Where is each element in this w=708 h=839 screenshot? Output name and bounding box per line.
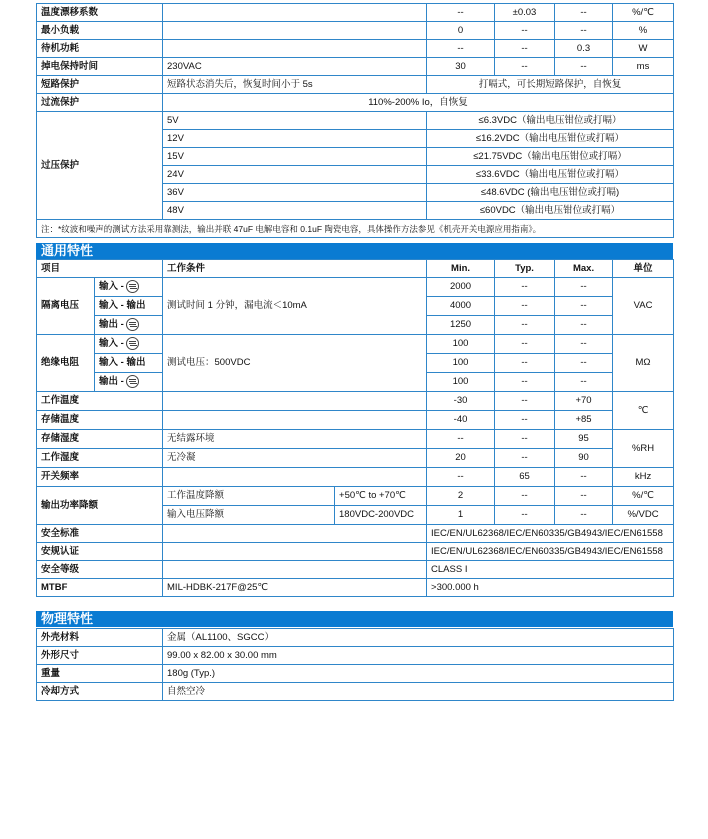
unit: W	[613, 40, 674, 58]
item-label: 短路保护	[37, 76, 163, 94]
max-value: +70	[555, 392, 613, 411]
physical-spec-table	[36, 628, 674, 701]
table-row	[37, 629, 674, 647]
table-note: 注：*纹波和噪声的测试方法采用靠测法，输出并联 47uF 电解电容和 0.1uF 陶瓷电容，具体操作方法参见《机壳开关电源应用指南》。	[37, 220, 674, 238]
unit: ms	[613, 58, 674, 76]
condition: 无结露环境	[163, 430, 427, 449]
sub-item	[95, 335, 163, 354]
header-item: 项目	[37, 260, 163, 278]
max-value: 90	[555, 449, 613, 468]
min-value: --	[427, 430, 495, 449]
condition	[163, 4, 427, 22]
sub-item-label: 输入 -	[99, 338, 124, 349]
min-value: 0	[427, 22, 495, 40]
sub-item	[95, 316, 163, 335]
spec-table-top	[36, 3, 674, 238]
item-label: 安全标准	[37, 525, 163, 543]
table-row	[37, 647, 674, 665]
table-row	[37, 22, 674, 40]
value: 110%-200% Io，自恢复	[163, 94, 674, 112]
table-row	[37, 683, 674, 701]
table-row	[37, 561, 674, 579]
unit: ℃	[613, 392, 674, 430]
min-value: 1	[427, 506, 495, 525]
table-header-row	[37, 260, 674, 278]
table-row	[37, 40, 674, 58]
condition	[163, 468, 427, 487]
table-row	[37, 430, 674, 449]
table-row	[37, 278, 674, 297]
min-value: 2	[427, 487, 495, 506]
typ-value: --	[495, 449, 555, 468]
unit: VAC	[613, 278, 674, 335]
voltage: 12V	[163, 130, 427, 148]
typ-value: --	[495, 58, 555, 76]
item-label: 过流保护	[37, 94, 163, 112]
max-value: --	[555, 487, 613, 506]
condition: 短路状态消失后，恢复时间小于 5s	[163, 76, 427, 94]
unit: %RH	[613, 430, 674, 468]
condition	[163, 543, 427, 561]
unit: %/VDC	[613, 506, 674, 525]
condition	[163, 525, 427, 543]
value: ≤33.6VDC（输出电压钳位或打嗝）	[427, 166, 674, 184]
condition: 230VAC	[163, 58, 427, 76]
min-value: --	[427, 468, 495, 487]
value: ≤21.75VDC（输出电压钳位或打嗝）	[427, 148, 674, 166]
header-unit: 单位	[613, 260, 674, 278]
sub-item: 输入 - 输出	[95, 297, 163, 316]
min-value: 20	[427, 449, 495, 468]
sub-item	[95, 373, 163, 392]
ground-icon	[126, 318, 139, 331]
table-row	[37, 665, 674, 683]
value: ≤48.6VDC (输出电压钳位或打嗝)	[427, 184, 674, 202]
min-value: 100	[427, 335, 495, 354]
header-min: Min.	[427, 260, 495, 278]
value: IEC/EN/UL62368/IEC/EN60335/GB4943/IEC/EN61558	[427, 543, 674, 561]
item-label: 安全等级	[37, 561, 163, 579]
table-row	[37, 4, 674, 22]
typ-value: --	[495, 430, 555, 449]
max-value: +85	[555, 411, 613, 430]
voltage: 36V	[163, 184, 427, 202]
typ-value: --	[495, 392, 555, 411]
typ-value: ±0.03	[495, 4, 555, 22]
general-spec-table	[36, 259, 674, 597]
typ-value: --	[495, 506, 555, 525]
max-value: --	[555, 316, 613, 335]
typ-value: 65	[495, 468, 555, 487]
value: 180g (Typ.)	[163, 665, 674, 683]
condition: MIL-HDBK-217F@25℃	[163, 579, 427, 597]
item-label: 输出功率降额	[37, 487, 163, 525]
min-value: 1250	[427, 316, 495, 335]
header-condition: 工作条件	[163, 260, 427, 278]
value: ≤16.2VDC（输出电压钳位或打嗝）	[427, 130, 674, 148]
item-label: 工作湿度	[37, 449, 163, 468]
max-value: 95	[555, 430, 613, 449]
typ-value: --	[495, 487, 555, 506]
table-row	[37, 579, 674, 597]
max-value: --	[555, 297, 613, 316]
typ-value: --	[495, 335, 555, 354]
unit: %/℃	[613, 4, 674, 22]
min-value: 100	[427, 354, 495, 373]
max-value: --	[555, 278, 613, 297]
value: 打嗝式，可长期短路保护，自恢复	[427, 76, 674, 94]
sub-item-label: 输出 -	[99, 376, 124, 387]
max-value: --	[555, 335, 613, 354]
min-value: 4000	[427, 297, 495, 316]
max-value: --	[555, 4, 613, 22]
item-label: 存储温度	[37, 411, 163, 430]
header-typ: Typ.	[495, 260, 555, 278]
item-label: MTBF	[37, 579, 163, 597]
condition	[163, 561, 427, 579]
condition: 输入电压降额	[163, 506, 335, 525]
max-value: --	[555, 373, 613, 392]
item-label: 绝缘电阻	[37, 335, 95, 392]
voltage: 5V	[163, 112, 427, 130]
condition: 工作温度降额	[163, 487, 335, 506]
range: +50℃ to +70℃	[335, 487, 427, 506]
table-row	[37, 94, 674, 112]
item-label: 外壳材料	[37, 629, 163, 647]
item-label: 工作温度	[37, 392, 163, 411]
note-row	[37, 220, 674, 238]
typ-value: --	[495, 40, 555, 58]
condition	[163, 392, 427, 411]
sub-item-label: 输入 -	[99, 281, 124, 292]
min-value: 2000	[427, 278, 495, 297]
value: 金属（AL1100、SGCC）	[163, 629, 674, 647]
item-label: 温度漂移系数	[37, 4, 163, 22]
table-row	[37, 543, 674, 561]
typ-value: --	[495, 373, 555, 392]
table-row	[37, 468, 674, 487]
min-value: --	[427, 40, 495, 58]
table-row	[37, 487, 674, 506]
max-value: --	[555, 22, 613, 40]
table-row	[37, 335, 674, 354]
sub-item	[95, 278, 163, 297]
typ-value: --	[495, 411, 555, 430]
section-title-general: 通用特性	[36, 243, 673, 259]
min-value: 100	[427, 373, 495, 392]
table-row	[37, 58, 674, 76]
typ-value: --	[495, 278, 555, 297]
value: IEC/EN/UL62368/IEC/EN60335/GB4943/IEC/EN61558	[427, 525, 674, 543]
min-value: -30	[427, 392, 495, 411]
typ-value: --	[495, 354, 555, 373]
unit: kHz	[613, 468, 674, 487]
voltage: 48V	[163, 202, 427, 220]
typ-value: --	[495, 297, 555, 316]
sub-item: 输入 - 输出	[95, 354, 163, 373]
table-row	[37, 411, 674, 430]
value: 自然空冷	[163, 683, 674, 701]
condition	[163, 411, 427, 430]
voltage: 24V	[163, 166, 427, 184]
voltage: 15V	[163, 148, 427, 166]
section-title-physical: 物理特性	[36, 611, 673, 627]
ground-icon	[126, 337, 139, 350]
min-value: --	[427, 4, 495, 22]
table-row	[37, 112, 674, 130]
ground-icon	[126, 280, 139, 293]
min-value: -40	[427, 411, 495, 430]
typ-value: --	[495, 22, 555, 40]
value: 99.00 x 82.00 x 30.00 mm	[163, 647, 674, 665]
item-label: 冷却方式	[37, 683, 163, 701]
item-label: 掉电保持时间	[37, 58, 163, 76]
unit: %/℃	[613, 487, 674, 506]
ground-icon	[126, 375, 139, 388]
item-label: 待机功耗	[37, 40, 163, 58]
condition	[163, 40, 427, 58]
item-label: 外形尺寸	[37, 647, 163, 665]
value: ≤6.3VDC（输出电压钳位或打嗝）	[427, 112, 674, 130]
table-row	[37, 76, 674, 94]
item-label: 存储湿度	[37, 430, 163, 449]
item-label: 隔离电压	[37, 278, 95, 335]
max-value: --	[555, 58, 613, 76]
max-value: --	[555, 506, 613, 525]
item-label: 过压保护	[37, 112, 163, 220]
unit: %	[613, 22, 674, 40]
item-label: 最小负载	[37, 22, 163, 40]
unit: MΩ	[613, 335, 674, 392]
sub-item-label: 输出 -	[99, 319, 124, 330]
item-label: 安规认证	[37, 543, 163, 561]
condition	[163, 22, 427, 40]
condition: 测试电压：500VDC	[163, 335, 427, 392]
typ-value: --	[495, 316, 555, 335]
table-row	[37, 392, 674, 411]
value: ≤60VDC（输出电压钳位或打嗝）	[427, 202, 674, 220]
max-value: --	[555, 354, 613, 373]
range: 180VDC-200VDC	[335, 506, 427, 525]
item-label: 开关频率	[37, 468, 163, 487]
item-label: 重量	[37, 665, 163, 683]
table-row	[37, 449, 674, 468]
condition: 无冷凝	[163, 449, 427, 468]
condition: 测试时间 1 分钟，漏电流＜10mA	[163, 278, 427, 335]
header-max: Max.	[555, 260, 613, 278]
table-row	[37, 525, 674, 543]
max-value: 0.3	[555, 40, 613, 58]
value: CLASS I	[427, 561, 674, 579]
value: >300.000 h	[427, 579, 674, 597]
min-value: 30	[427, 58, 495, 76]
max-value: --	[555, 468, 613, 487]
